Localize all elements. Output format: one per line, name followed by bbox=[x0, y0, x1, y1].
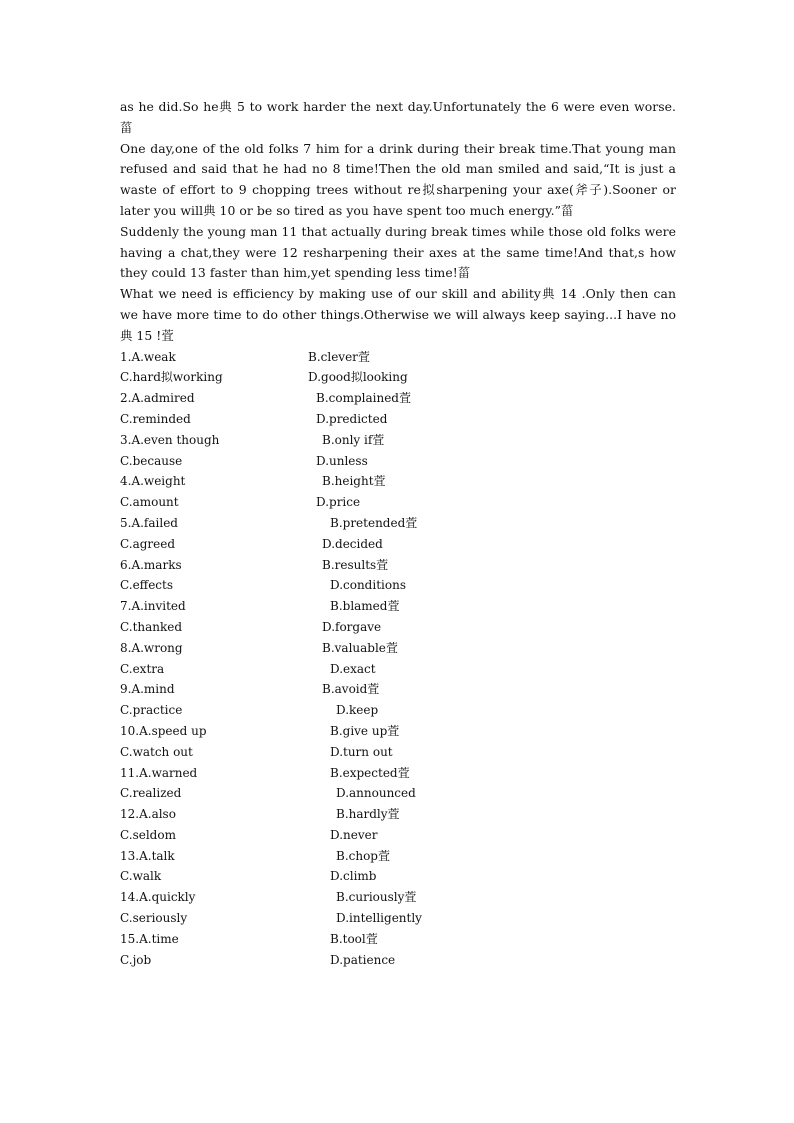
option-row bbox=[120, 659, 676, 680]
option-right: B.hardly萓 bbox=[336, 807, 400, 822]
option-right: D.good拟looking bbox=[308, 370, 408, 385]
option-right: B.complained萓 bbox=[316, 391, 411, 406]
option-row bbox=[120, 887, 676, 908]
option-row bbox=[120, 929, 676, 950]
option-left: C.extra bbox=[120, 661, 165, 676]
option-left: 5.A.failed bbox=[120, 515, 178, 530]
option-left: C.effects bbox=[120, 578, 173, 593]
option-left: 10.A.speed up bbox=[120, 723, 207, 738]
option-left: 12.A.also bbox=[120, 807, 176, 822]
option-row bbox=[120, 825, 676, 846]
option-left: 3.A.even though bbox=[120, 432, 220, 447]
option-left: 11.A.warned bbox=[120, 765, 198, 780]
option-row bbox=[120, 492, 676, 513]
option-right: D.intelligently bbox=[336, 911, 422, 926]
option-row bbox=[120, 679, 676, 700]
option-row bbox=[120, 534, 676, 555]
option-right: D.keep bbox=[336, 703, 379, 718]
option-right: B.blamed萓 bbox=[330, 599, 400, 614]
option-right: D.patience bbox=[330, 952, 396, 967]
option-row bbox=[120, 471, 676, 492]
option-row bbox=[120, 846, 676, 867]
option-row bbox=[120, 430, 676, 451]
option-right: B.clever萓 bbox=[308, 349, 370, 364]
passage-paragraph: One day,one of the old folks 7 him for a drink during their break time.That young man refused and said that he had no 8 time!Then the old man smiled and said,“It is just a waste of effort to 9 chopping trees without re拟sharpening your axe(斧子).Sooner or later you will典 10 or be so tired as you have spent too much energy.”菑 bbox=[120, 140, 676, 218]
option-row bbox=[120, 367, 676, 388]
option-left: 2.A.admired bbox=[120, 391, 195, 406]
option-left: 14.A.quickly bbox=[120, 890, 196, 905]
option-left: C.job bbox=[120, 952, 152, 967]
option-left: 7.A.invited bbox=[120, 599, 186, 614]
option-right: B.pretended萓 bbox=[330, 515, 418, 530]
option-left: C.seriously bbox=[120, 911, 188, 926]
answer-options bbox=[120, 347, 676, 971]
option-right: D.never bbox=[330, 827, 378, 842]
option-left: 8.A.wrong bbox=[120, 640, 183, 655]
option-left: 4.A.weight bbox=[120, 474, 186, 489]
option-right: D.predicted bbox=[316, 411, 388, 426]
option-row bbox=[120, 763, 676, 784]
option-right: B.tool萓 bbox=[330, 931, 378, 946]
option-right: B.only if萓 bbox=[322, 432, 385, 447]
option-row bbox=[120, 347, 676, 368]
option-right: B.valuable萓 bbox=[322, 640, 398, 655]
option-left: C.because bbox=[120, 453, 183, 468]
option-left: C.reminded bbox=[120, 411, 191, 426]
option-row bbox=[120, 742, 676, 763]
option-left: C.seldom bbox=[120, 827, 176, 842]
option-right: D.price bbox=[316, 495, 361, 510]
option-row bbox=[120, 409, 676, 430]
option-right: D.climb bbox=[330, 869, 377, 884]
option-left: 15.A.time bbox=[120, 931, 179, 946]
option-row bbox=[120, 783, 676, 804]
passage-paragraph: as he did.So he典 5 to work harder the next day.Unfortunately the 6 were even worse.菑 bbox=[120, 99, 676, 135]
option-left: 13.A.talk bbox=[120, 848, 175, 863]
option-right: B.curiously萓 bbox=[336, 890, 417, 905]
option-right: D.decided bbox=[322, 536, 383, 551]
option-row bbox=[120, 388, 676, 409]
option-left: C.walk bbox=[120, 869, 162, 884]
option-right: B.avoid萓 bbox=[322, 682, 380, 697]
option-right: B.height萓 bbox=[322, 474, 386, 489]
document-page bbox=[120, 97, 676, 970]
option-right: D.unless bbox=[316, 453, 368, 468]
option-left: C.thanked bbox=[120, 619, 183, 634]
option-left: C.practice bbox=[120, 703, 183, 718]
option-right: B.chop萓 bbox=[336, 848, 390, 863]
option-left: C.agreed bbox=[120, 536, 176, 551]
option-left: 9.A.mind bbox=[120, 682, 175, 697]
option-row bbox=[120, 596, 676, 617]
option-right: D.forgave bbox=[322, 619, 382, 634]
passage-paragraph: Suddenly the young man 11 that actually during break times while those old folks were having a chat,they were 12 resharpening their axes at the same time!And that,s how they could 13 faster than him,yet spending less time!菑 bbox=[120, 223, 676, 281]
option-row bbox=[120, 555, 676, 576]
option-row bbox=[120, 513, 676, 534]
option-right: D.announced bbox=[336, 786, 416, 801]
option-left: 1.A.weak bbox=[120, 349, 176, 364]
option-row bbox=[120, 908, 676, 929]
option-right: B.expected萓 bbox=[330, 765, 410, 780]
option-left: C.watch out bbox=[120, 744, 193, 759]
option-right: D.turn out bbox=[330, 744, 393, 759]
option-row bbox=[120, 950, 676, 971]
option-row bbox=[120, 617, 676, 638]
option-left: C.hard拟working bbox=[120, 370, 223, 385]
option-row bbox=[120, 866, 676, 887]
option-left: C.realized bbox=[120, 786, 182, 801]
option-left: C.amount bbox=[120, 495, 179, 510]
passage-paragraph: What we need is efficiency by making use of our skill and ability典 14 .Only then can we have more time to do other things.Otherwise we will always keep saying...I have no典 15 !萓 bbox=[120, 286, 676, 343]
option-right: B.results萓 bbox=[322, 557, 389, 572]
option-right: B.give up萓 bbox=[330, 723, 400, 738]
option-row bbox=[120, 700, 676, 721]
option-row bbox=[120, 721, 676, 742]
option-left: 6.A.marks bbox=[120, 557, 182, 572]
cloze-passage bbox=[120, 97, 676, 347]
option-right: D.conditions bbox=[330, 578, 406, 593]
option-row bbox=[120, 451, 676, 472]
option-right: D.exact bbox=[330, 661, 376, 676]
option-row bbox=[120, 575, 676, 596]
option-row bbox=[120, 638, 676, 659]
option-row bbox=[120, 804, 676, 825]
